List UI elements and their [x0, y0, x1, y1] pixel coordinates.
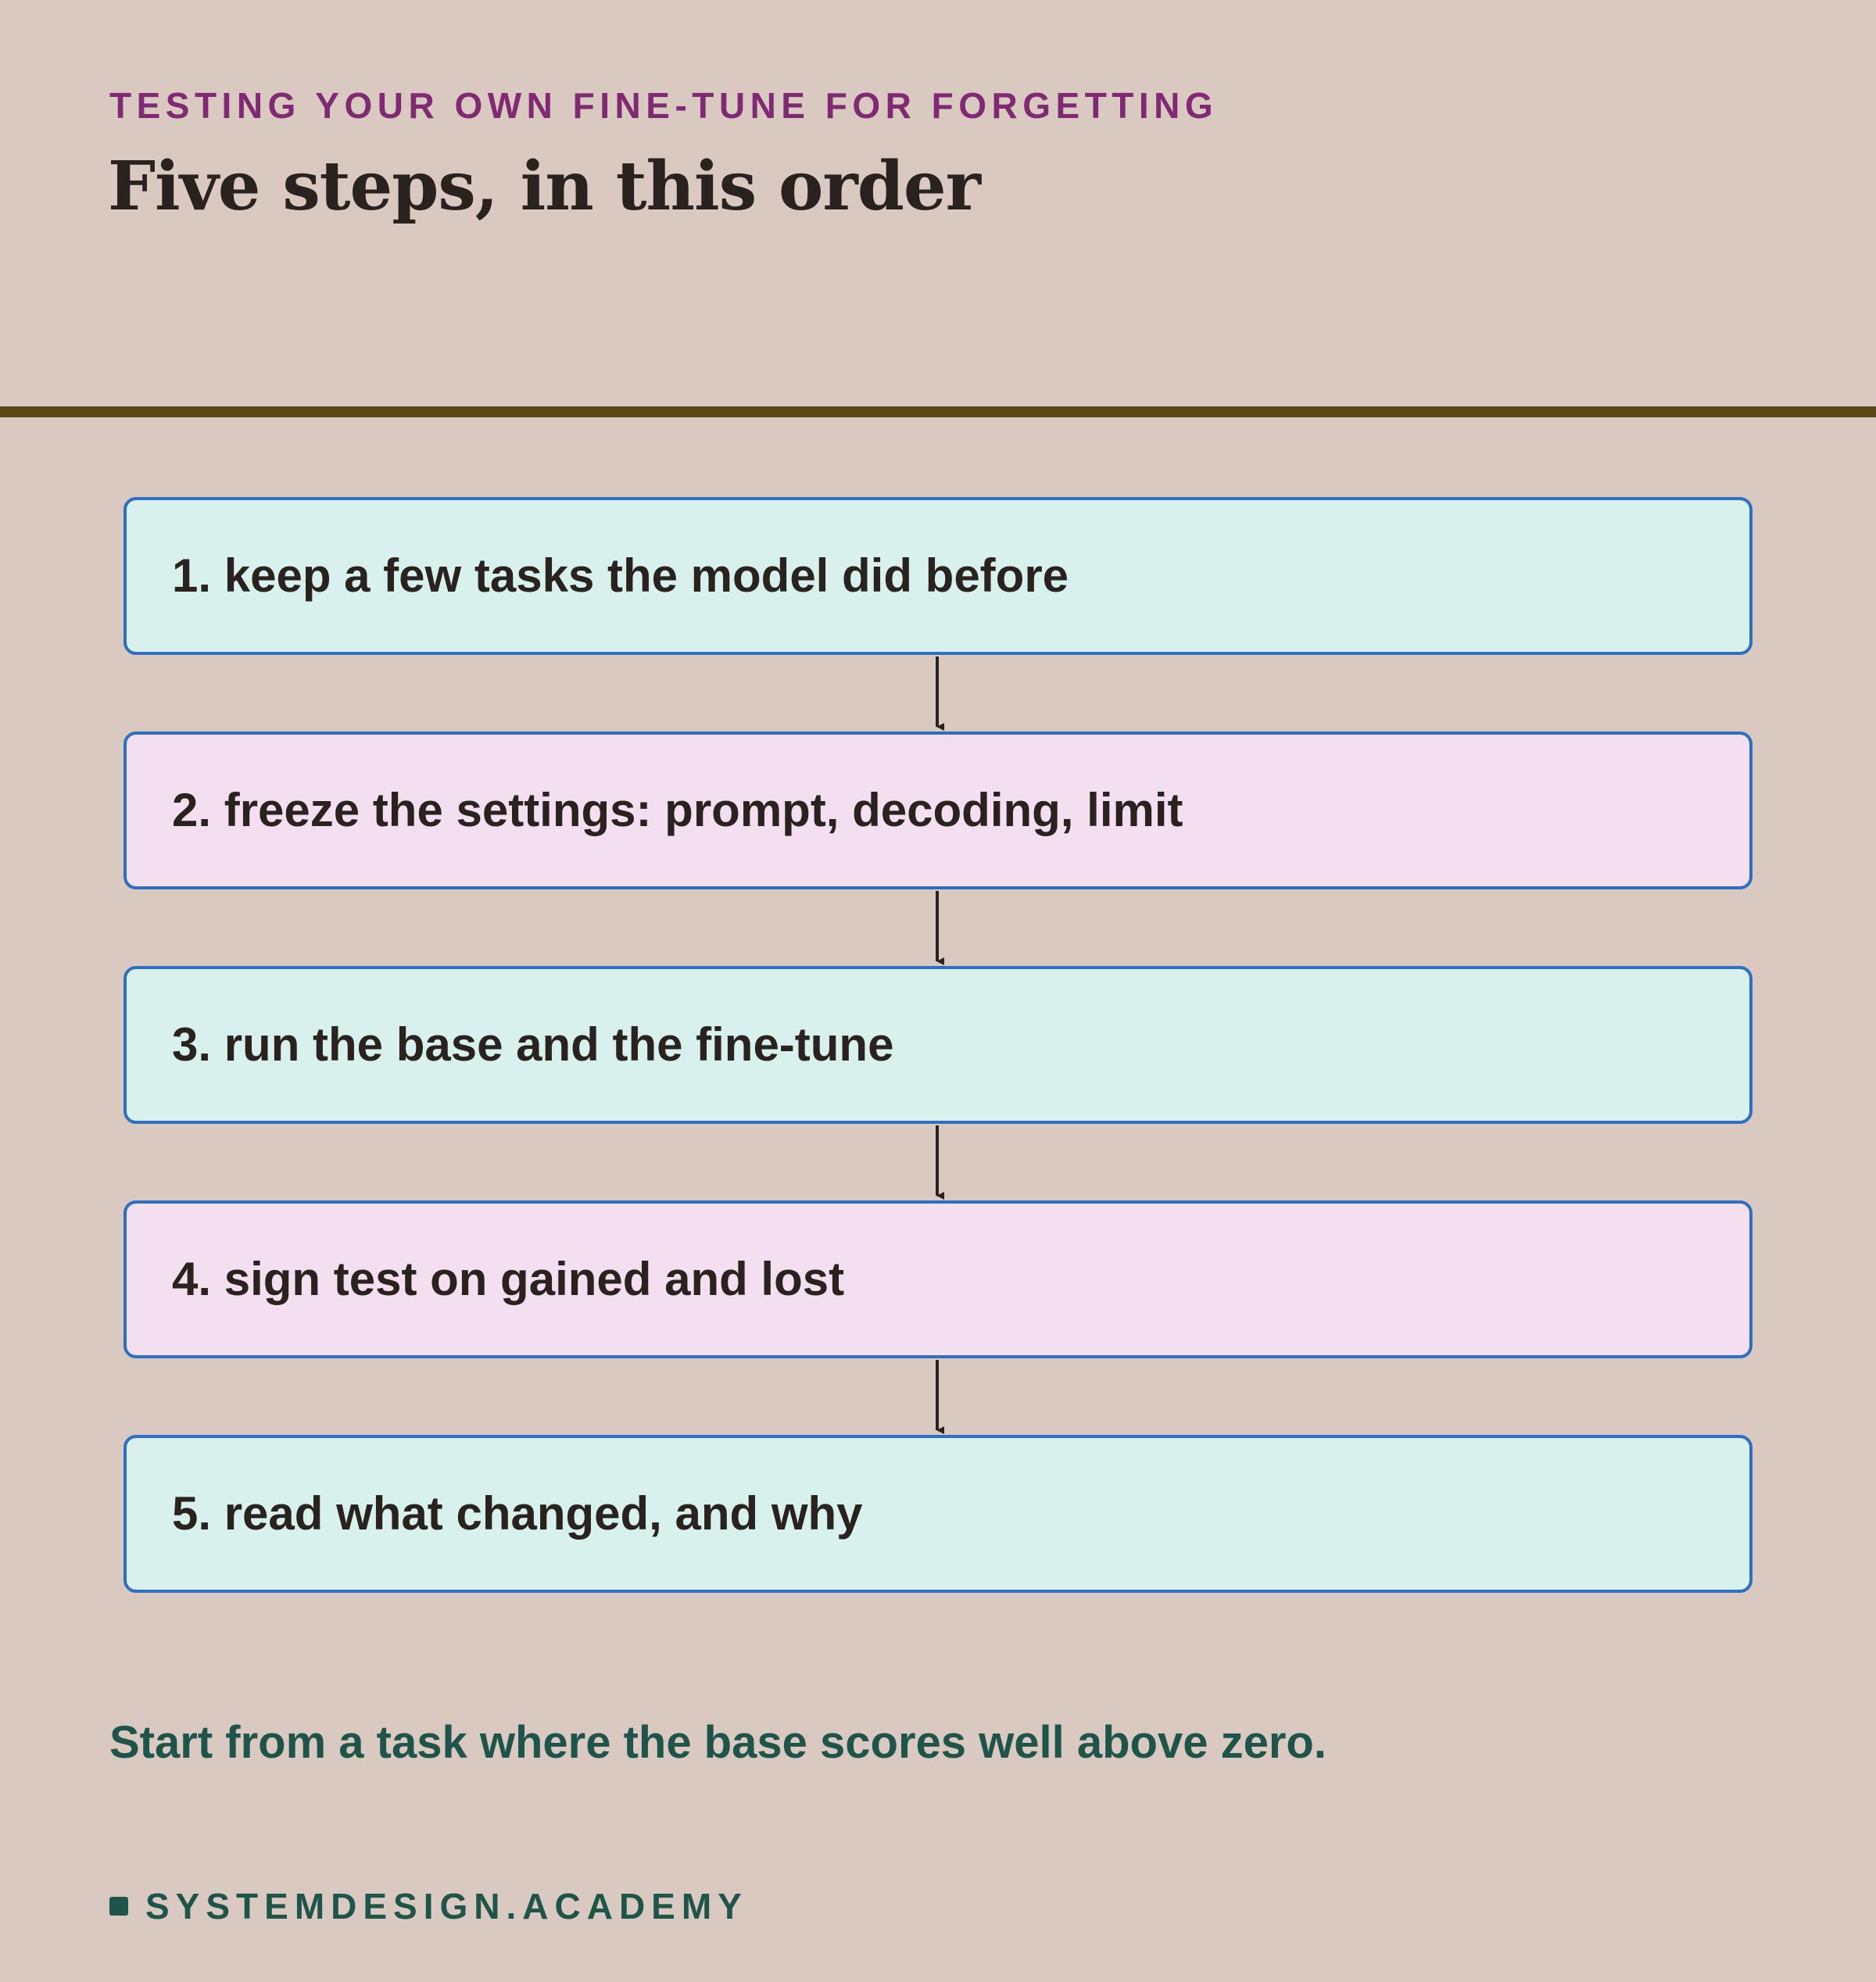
- brand[interactable]: [109, 1885, 748, 1927]
- step-label-5: 5. read what changed, and why: [172, 1487, 863, 1540]
- step-label-3: 3. run the base and the fine-tune: [172, 1018, 894, 1071]
- step-box-5: [125, 1436, 1751, 1591]
- step-label-1: 1. keep a few tasks the model did before: [172, 549, 1069, 602]
- step-box-1: [125, 499, 1751, 653]
- brand-text: SYSTEMDESIGN.ACADEMY: [145, 1886, 748, 1927]
- square-icon: [109, 1897, 128, 1916]
- eyebrow-heading: TESTING YOUR OWN FINE-TUNE FOR FORGETTING: [109, 85, 1219, 126]
- step-label-4: 4. sign test on gained and lost: [172, 1253, 845, 1305]
- footnote: Start from a task where the base scores well above zero.: [109, 1717, 1326, 1768]
- step-label-2: 2. freeze the settings: prompt, decoding, limit: [172, 784, 1183, 836]
- step-box-3: [125, 968, 1751, 1122]
- step-box-2: [125, 733, 1751, 888]
- page-title: Five steps, in this order: [108, 147, 980, 226]
- step-box-4: [125, 1202, 1751, 1357]
